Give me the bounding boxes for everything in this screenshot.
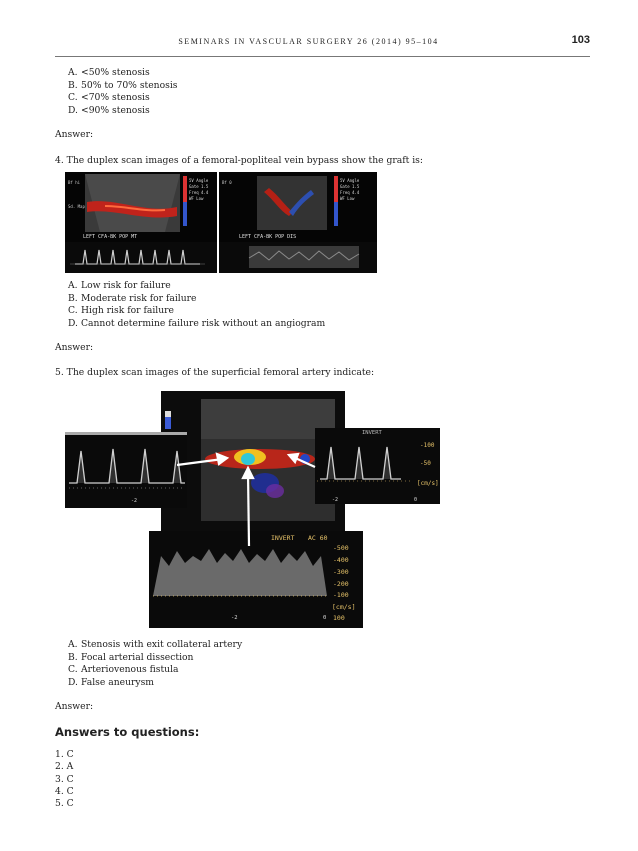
svg-text:Freq 4.4: Freq 4.4 — [189, 190, 209, 195]
page-number: 103 — [571, 34, 590, 46]
option-text: High risk for failure — [81, 305, 174, 316]
option-text: Moderate risk for failure — [81, 292, 197, 304]
image-label: LEFT CFA-BK POP MT — [83, 234, 138, 240]
svg-text:Gate 1.5: Gate 1.5 — [189, 184, 209, 189]
image-label: LEFT CFA-BK POP DIS — [239, 234, 297, 240]
answers-heading: Answers to questions: — [55, 725, 200, 739]
answer-key-item: 5. C — [55, 798, 74, 810]
option-letter: A. — [68, 280, 78, 291]
option-letter: B. — [68, 79, 78, 91]
option — [68, 305, 325, 318]
invert-label: INVERT — [362, 430, 382, 436]
option — [68, 105, 178, 118]
scale-label: -100 — [333, 591, 349, 599]
scale-label: -300 — [333, 568, 349, 576]
option — [68, 639, 242, 652]
option — [68, 652, 242, 665]
question-5-stem: 5. The duplex scan images of the superficial femoral artery indicate: — [55, 367, 375, 378]
answer-key-item: 2. A — [55, 761, 74, 773]
svg-text:Freq 4.4: Freq 4.4 — [340, 190, 360, 195]
svg-text:Gate 1.5: Gate 1.5 — [340, 184, 360, 189]
option-letter: A. — [68, 67, 78, 78]
answer-label: Answer: — [55, 701, 94, 712]
q4-options — [68, 280, 325, 330]
option — [68, 92, 178, 105]
scale-label: 100 — [333, 614, 345, 622]
ac-label: AC 60 — [308, 534, 328, 542]
svg-text:WF Low: WF Low — [189, 196, 204, 201]
svg-text:WF Low: WF Low — [340, 196, 355, 201]
axis-mark: -2 — [332, 497, 339, 503]
answer-label: Answer: — [55, 342, 94, 353]
question-4-stem: 4. The duplex scan images of a femoral-popliteal vein bypass show the graft is: — [55, 155, 423, 166]
option-letter: C. — [68, 305, 78, 316]
option — [68, 80, 178, 93]
axis-mark: 0 — [323, 615, 327, 621]
scale-label: -400 — [333, 556, 349, 564]
q5-options — [68, 639, 242, 689]
svg-text:Bf 0: Bf 0 — [222, 180, 232, 185]
svg-text:Bf hi: Bf hi — [68, 180, 81, 185]
option — [68, 318, 325, 331]
axis-mark: 0 — [414, 497, 418, 503]
option-text: <50% stenosis — [81, 67, 150, 78]
scale-label: -200 — [333, 580, 349, 588]
option-text: Focal arterial dissection — [81, 651, 194, 663]
answer-key-item: 4. C — [55, 785, 74, 797]
option — [68, 664, 242, 677]
option-text: Arteriovenous fistula — [81, 664, 179, 675]
option-letter: B. — [68, 651, 78, 663]
axis-mark: -2 — [231, 615, 238, 621]
journal-title: SEMINARS IN VASCULAR SURGERY 26 (2014) 95–104 — [178, 37, 439, 46]
answer-key-item: 1. C — [55, 749, 74, 760]
duplex-composite-sfa — [65, 391, 440, 628]
answer-key — [55, 749, 74, 810]
option-text: False aneurysm — [81, 676, 154, 688]
option — [68, 293, 325, 306]
option-letter: C. — [68, 664, 78, 675]
option-text: <90% stenosis — [81, 104, 150, 116]
option — [68, 67, 178, 80]
option-text: Cannot determine failure risk without an angiogram — [81, 317, 326, 329]
option-text: 50% to 70% stenosis — [81, 79, 178, 91]
q3-options — [68, 67, 178, 117]
scale-label: -100 — [420, 442, 435, 449]
answer-label: Answer: — [55, 129, 94, 140]
option — [68, 280, 325, 293]
option-letter: D. — [68, 317, 78, 329]
running-header — [55, 34, 590, 57]
duplex-image-graft-distal — [219, 172, 377, 273]
option-letter: A. — [68, 639, 78, 650]
option-letter: D. — [68, 676, 78, 688]
duplex-image-graft-mid — [65, 172, 217, 273]
option — [68, 677, 242, 690]
svg-text:Sd. Map: Sd. Map — [68, 204, 85, 209]
answer-key-item: 3. C — [55, 773, 74, 785]
invert-label: INVERT — [271, 534, 295, 542]
scale-label: -50 — [420, 460, 431, 467]
scale-label: -500 — [333, 544, 349, 552]
option-text: Low risk for failure — [81, 280, 171, 291]
option-letter: B. — [68, 292, 78, 304]
axis-mark: -2 — [131, 498, 138, 504]
svg-text:5V Angle: 5V Angle — [340, 178, 360, 183]
option-letter: C. — [68, 92, 78, 103]
svg-text:5V Angle: 5V Angle — [189, 178, 209, 183]
scale-label: [cm/s] — [332, 603, 356, 611]
scale-label: [cm/s] — [417, 480, 439, 487]
option-text: <70% stenosis — [81, 92, 150, 103]
option-letter: D. — [68, 104, 78, 116]
option-text: Stenosis with exit collateral artery — [81, 639, 243, 650]
